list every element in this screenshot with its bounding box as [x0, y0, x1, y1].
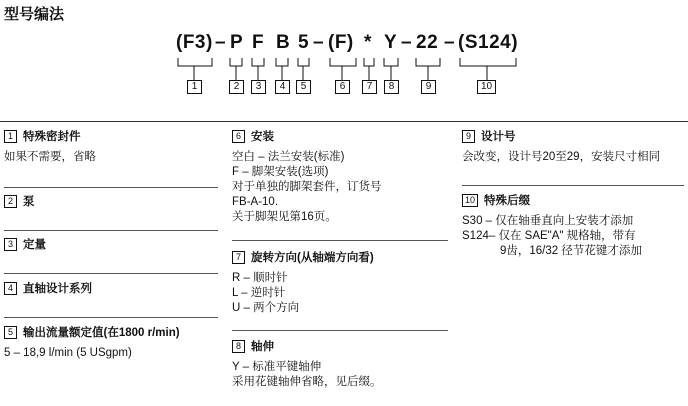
divider [462, 185, 684, 186]
section-text: 采用花键轴伸省略，见后缀。 [232, 376, 382, 388]
section-text: 5 – 18,9 l/min (5 USgpm) [4, 347, 132, 359]
section-text: S30 – 仅在轴垂直向上安装才添加 [462, 215, 634, 227]
section-number: 8 [232, 340, 245, 353]
code-token-seal: (F3) [176, 32, 213, 53]
section-text: 关于脚架见第16页。 [232, 211, 337, 223]
section-title: 特殊后缀 [484, 195, 530, 207]
section-title: 设计号 [481, 131, 516, 143]
code-token-design: 22 [416, 32, 439, 53]
code-token-dash: – [444, 32, 456, 53]
code-token-pump: P [230, 32, 244, 53]
section-pump [4, 193, 35, 209]
code-token-dash: – [313, 32, 325, 53]
section-shaft-series [4, 280, 92, 296]
callout-3: 3 [251, 80, 266, 94]
section-shaft [232, 338, 382, 390]
section-text: 会改变，设计号20至29，安装尺寸相同 [462, 151, 661, 163]
callout-7: 7 [362, 80, 377, 94]
section-special-seals [4, 128, 96, 165]
divider [4, 273, 218, 274]
section-text: 空白 – 法兰安装(标准) [232, 151, 345, 163]
section-number: 10 [462, 194, 478, 207]
section-divider [0, 121, 688, 122]
callout-2: 2 [229, 80, 244, 94]
section-number: 6 [232, 130, 245, 143]
callout-6: 6 [335, 80, 350, 94]
section-title: 输出流量额定值(在1800 r/min) [23, 327, 180, 339]
section-title: 泵 [23, 196, 35, 208]
callout-5: 5 [296, 80, 311, 94]
callout-10: 10 [477, 80, 496, 94]
section-number: 9 [462, 130, 475, 143]
section-number: 2 [4, 195, 17, 208]
section-title: 直轴设计系列 [23, 283, 92, 295]
section-text: L – 逆时针 [232, 287, 286, 299]
section-mounting [232, 128, 382, 225]
section-text: FB-A-10. [232, 196, 279, 208]
section-title: 旋转方向(从轴端方向看) [251, 252, 374, 264]
section-title: 定量 [23, 239, 46, 251]
section-number: 7 [232, 251, 245, 264]
section-title: 安装 [251, 131, 274, 143]
section-text: 9齿，16/32 径节花键才添加 [500, 245, 642, 257]
section-number: 3 [4, 238, 17, 251]
model-code-diagram [0, 0, 688, 100]
code-token-shaft: Y [384, 32, 398, 53]
section-number: 4 [4, 282, 17, 295]
section-text: 如果不需要，省略 [4, 151, 96, 163]
section-text: F – 脚架安装(选项) [232, 166, 329, 178]
divider [4, 187, 218, 188]
code-token-rotation: * [364, 32, 372, 53]
section-text: 对于单独的脚架套件，订货号 [232, 181, 382, 193]
section-fixed [4, 236, 46, 252]
section-design-number [462, 128, 660, 165]
section-special-suffix [462, 192, 642, 259]
section-number: 1 [4, 130, 17, 143]
section-text: R – 顺时针 [232, 272, 288, 284]
page-title: 型号编法 [4, 6, 65, 23]
divider [232, 240, 448, 241]
callout-9: 9 [421, 80, 436, 94]
section-text: S124– 仅在 SAE"A" 规格轴，带有 [462, 230, 636, 242]
callout-4: 4 [275, 80, 290, 94]
code-token-suffix: (S124) [458, 32, 519, 53]
callout-1: 1 [187, 80, 202, 94]
section-number: 5 [4, 326, 17, 339]
code-token-dash: – [215, 32, 227, 53]
code-token-fixed: F [252, 32, 265, 53]
code-token-mount: (F) [328, 32, 354, 53]
code-token-flow: 5 [298, 32, 310, 53]
code-token-dash: – [401, 32, 413, 53]
callout-8: 8 [384, 80, 399, 94]
section-title: 轴伸 [251, 341, 274, 353]
section-rotation [232, 249, 374, 316]
divider [4, 230, 218, 231]
section-flow-rating [4, 324, 180, 361]
section-text: Y – 标准平键轴伸 [232, 361, 322, 373]
code-token-series: B [276, 32, 291, 53]
section-text: U – 两个方向 [232, 302, 300, 314]
divider [232, 330, 448, 331]
section-title: 特殊密封件 [23, 131, 81, 143]
divider [4, 317, 218, 318]
